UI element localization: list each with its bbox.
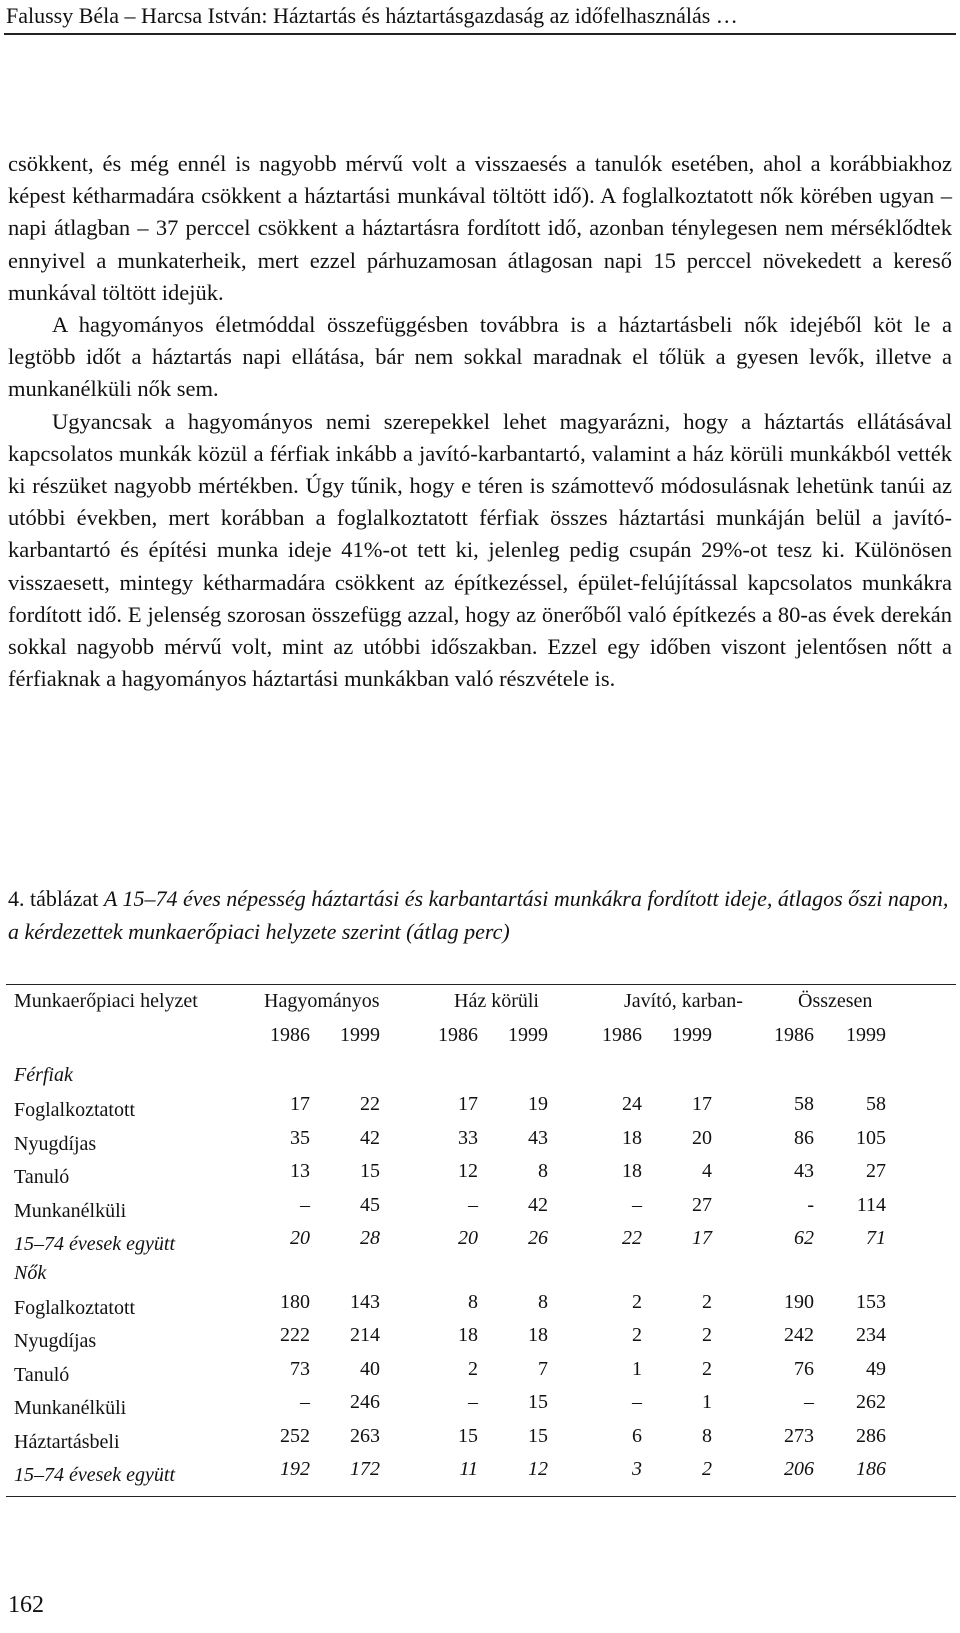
table-cell: 18: [458, 1324, 478, 1346]
table-cell: 18: [622, 1160, 642, 1182]
table-cell: 180: [280, 1290, 310, 1313]
table-cell: 153: [856, 1290, 886, 1313]
year-header: 1986: [602, 1024, 642, 1046]
year-header: 1986: [438, 1024, 478, 1046]
table-cell: 2: [632, 1324, 642, 1346]
table-cell: 15: [458, 1424, 478, 1447]
table-row: [6, 1191, 956, 1225]
paragraph: A hagyományos életmóddal összefüggésben továbbra is a háztartásbeli nők idejéből köt le a legtöbb időt a háztartás napi ellátása, bár nem sokkal maradnak el tőlük a gyesen levők, illetve a munkanélküli nők sem.: [8, 312, 952, 402]
table-cell: –: [468, 1193, 478, 1216]
row-label: Háztartásbeli: [14, 1430, 120, 1453]
table-cell: 86: [794, 1126, 814, 1149]
table-cell: 6: [632, 1424, 642, 1447]
table-cell: 76: [794, 1357, 814, 1380]
table-cell: 19: [528, 1093, 548, 1115]
table-cell: 2: [702, 1458, 712, 1480]
table-cell: 172: [350, 1458, 380, 1480]
table-cell: 263: [350, 1424, 380, 1447]
table-cell: –: [300, 1391, 310, 1413]
table-cell: 17: [692, 1227, 712, 1249]
section-label: Férfiak: [14, 1064, 73, 1086]
table-cell: –: [300, 1193, 310, 1216]
table-cell: 8: [538, 1160, 548, 1182]
table-cell: 252: [280, 1424, 310, 1447]
table-cell: 1: [632, 1357, 642, 1380]
table-row: [6, 1224, 956, 1258]
table-row: [6, 1388, 956, 1422]
table-cell: 20: [290, 1227, 310, 1249]
table-cell: 143: [350, 1290, 380, 1313]
table-top-rule: [6, 984, 956, 985]
table-cell: 2: [702, 1324, 712, 1346]
table-cell: 286: [856, 1424, 886, 1447]
table-cell: 242: [784, 1324, 814, 1346]
table-row: [6, 1321, 956, 1355]
table-cell: 58: [866, 1093, 886, 1115]
table-cell: 11: [459, 1458, 478, 1480]
table-cell: 190: [784, 1290, 814, 1313]
row-label: Foglalkoztatott: [14, 1099, 136, 1121]
table-body: [6, 1060, 956, 1489]
section-label: Nők: [14, 1261, 47, 1284]
table-cell: 20: [458, 1227, 478, 1249]
table-cell: 24: [622, 1093, 642, 1115]
table-caption-label: 4. táblázat: [8, 886, 99, 911]
table-cell: 246: [350, 1391, 380, 1413]
table-cell: 15: [528, 1391, 548, 1413]
year-header: 1986: [774, 1024, 814, 1046]
table-cell: 27: [692, 1193, 712, 1216]
row-label: Nyugdíjas: [14, 1330, 97, 1352]
row-label: Tanuló: [14, 1363, 70, 1386]
group-header: Hagyományos: [264, 990, 380, 1012]
table-cell: 4: [702, 1160, 712, 1182]
row-label: 15–74 évesek együtt: [14, 1464, 176, 1486]
year-header: 1999: [672, 1024, 712, 1046]
table-cell: 43: [794, 1160, 814, 1182]
table-cell: 2: [702, 1290, 712, 1313]
table-cell: 13: [290, 1160, 310, 1182]
row-label: Foglalkoztatott: [14, 1296, 136, 1319]
row-label: Nyugdíjas: [14, 1132, 97, 1155]
table-cell: 214: [350, 1324, 380, 1346]
table-cell: –: [804, 1391, 814, 1413]
table-cell: –: [468, 1391, 478, 1413]
table-cell: 262: [856, 1391, 886, 1413]
table-bottom-rule: [6, 1496, 956, 1497]
table-cell: –: [632, 1391, 642, 1413]
group-header: Ház körüli: [454, 990, 539, 1012]
table-cell: 42: [360, 1126, 380, 1149]
table-cell: 15: [528, 1424, 548, 1447]
table-cell: 15: [360, 1160, 380, 1182]
table-cell: 234: [856, 1324, 886, 1346]
table-row: [6, 1124, 956, 1158]
table-cell: 2: [468, 1357, 478, 1380]
table-cell: 273: [784, 1424, 814, 1447]
table-cell: 22: [622, 1227, 642, 1249]
table-cell: 17: [290, 1093, 310, 1115]
table-cell: 186: [856, 1458, 886, 1480]
table-cell: 27: [866, 1160, 886, 1182]
table-caption: [8, 882, 952, 948]
running-header: Falussy Béla – Harcsa István: Háztartás és háztartásgazdaság az időfelhasználás …: [6, 3, 738, 28]
page-number: 162: [8, 1592, 44, 1618]
table-cell: 17: [692, 1093, 712, 1115]
table-cell: 42: [528, 1193, 548, 1216]
table-cell: 206: [784, 1458, 814, 1480]
table-cell: 12: [528, 1458, 548, 1480]
table-cell: 105: [856, 1126, 886, 1149]
year-header: 1999: [846, 1024, 886, 1046]
row-label: Munkanélküli: [14, 1397, 127, 1419]
table-cell: 3: [632, 1458, 642, 1480]
table-cell: 49: [866, 1357, 886, 1380]
table-cell: 12: [458, 1160, 478, 1182]
year-header: 1999: [340, 1024, 380, 1046]
table-row: [6, 1288, 956, 1322]
row-label: Tanuló: [14, 1166, 70, 1188]
table-cell: 43: [528, 1126, 548, 1149]
table-header: [6, 990, 956, 1058]
table-cell: -: [807, 1193, 814, 1216]
table-row: [6, 1090, 956, 1124]
table-cell: 18: [528, 1324, 548, 1346]
table-cell: 18: [622, 1126, 642, 1149]
table-cell: 17: [458, 1093, 478, 1115]
table-cell: 114: [856, 1193, 886, 1216]
table-cell: 8: [538, 1290, 548, 1313]
paragraph: csökkent, és még ennél is nagyobb mérvű volt a visszaesés a tanulók esetében, ahol a korábbiakhoz képest kétharmadára csökkent a háztartási munkával töltött idő). A foglalkoztatott nők körében ugyan – napi átlagban – 37 perccel csökkent a háztartásra fordított idő, azonban ténylegesen nem mérséklődtek ennyivel a munkaterheik, mert ezzel párhuzamosan átlagosan napi 15 perccel növekedett a kereső munkával töltött idejük.: [8, 151, 952, 305]
table-cell: 8: [468, 1290, 478, 1313]
paragraph: Ugyancsak a hagyományos nemi szerepekkel lehet magyarázni, hogy a háztartás ellátásával kapcsolatos munkák közül a férfiak inkább a javító-karbantartó, valamint a ház körüli munkákból vették ki részüket nagyobb mértékben. Úgy tűnik, hogy e téren is számottevő módosulásnak lehetünk tanúi az utóbbi években, mert korábban a foglalkoztatott férfiak összes háztartási munkáján belül a javító-karbantartó és építési munka ideje 41%-ot tett ki, jelenleg pedig csupán 29%-ot tesz ki. Különösen visszaesett, mintegy kétharmadára csökkent az építkezéssel, épület-felújítással kapcsolatos munkákra fordított idő. E jelenség szorosan összefügg azzal, hogy az önerőből való építkezés a 80-as évek derekán sokkal nagyobb mérvű volt, mint az utóbbi időszakban. Ezzel egy időben viszont jelentősen nőtt a férfiaknak a hagyományos háztartási munkákban való részvétele is.: [8, 408, 952, 692]
table-cell: 222: [280, 1324, 310, 1346]
table-cell: 62: [794, 1227, 814, 1249]
table-cell: 33: [458, 1126, 478, 1149]
table-section: [6, 1258, 956, 1489]
table-cell: 1: [702, 1391, 712, 1413]
table-cell: 8: [702, 1424, 712, 1447]
table-cell: –: [632, 1193, 642, 1216]
row-label: 15–74 évesek együtt: [14, 1233, 176, 1255]
table-cell: 58: [794, 1093, 814, 1115]
table-cell: 28: [360, 1227, 380, 1249]
table-row: [6, 1157, 956, 1191]
table-cell: 73: [290, 1357, 310, 1380]
table-cell: 2: [702, 1357, 712, 1380]
table-cell: 2: [632, 1290, 642, 1313]
table-row: [6, 1422, 956, 1456]
table-cell: 7: [538, 1357, 548, 1380]
table-caption-title: A 15–74 éves népesség háztartási és karbantartási munkákra fordított ideje, átlagos őszi napon, a kérdezettek munkaerőpiaci helyzete szerint (átlag perc): [8, 886, 949, 944]
row-header-label: Munkaerőpiaci helyzet: [14, 990, 198, 1012]
table-cell: 26: [528, 1227, 548, 1249]
table-cell: 45: [360, 1193, 380, 1216]
body-text: [8, 148, 952, 695]
table-cell: 192: [280, 1458, 310, 1480]
year-header: 1986: [270, 1024, 310, 1046]
table-cell: 35: [290, 1126, 310, 1149]
header-rule: [4, 33, 956, 35]
table-cell: 40: [360, 1357, 380, 1380]
table-row: [6, 1355, 956, 1389]
group-header: Összesen: [798, 990, 873, 1012]
table-cell: 22: [360, 1093, 380, 1115]
table-cell: 71: [866, 1227, 886, 1249]
year-header: 1999: [508, 1024, 548, 1046]
table-cell: 20: [692, 1126, 712, 1149]
table-row: [6, 1455, 956, 1489]
group-header: Javító, karban-: [624, 990, 743, 1012]
row-label: Munkanélküli: [14, 1199, 127, 1222]
table-section: [6, 1060, 956, 1258]
